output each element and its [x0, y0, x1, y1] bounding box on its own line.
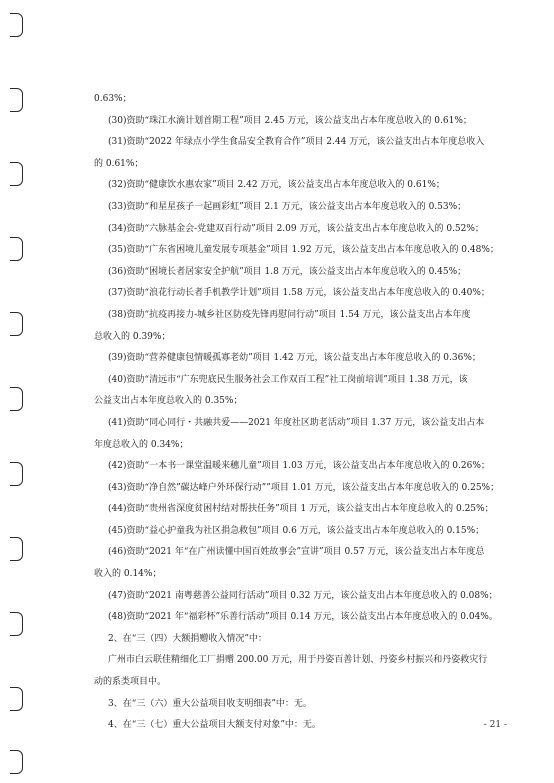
- text-line: (32)资助“健康饮水惠农家”项目 2.42 万元，该公益支出占本年度总收入的 0.61%；: [108, 180, 445, 191]
- binding-hole: [10, 13, 23, 37]
- text-line: (41)资助“同心同行・共融共爱——2021 年度社区助老活动”项目 1.37 万元，该公益支出占本: [108, 417, 485, 428]
- binding-hole: [10, 462, 23, 486]
- text-line: (38)资助“抗疫再接力-城乡社区防疫先锋再慰问行动”项目 1.54 万元，该公益支出占本年度: [108, 309, 471, 320]
- text-line: (35)资助“广东省困境儿童发展专项基金”项目 1.92 万元，该公益支出占本年度总收入的 0.48%；: [108, 245, 499, 256]
- text-line: 0.63%；: [94, 94, 132, 104]
- text-line: (39)资助“营养健康包情暖孤寡老幼”项目 1.42 万元，该公益支出占本年度总收入的 0.36%；: [108, 353, 481, 364]
- binding-hole: [10, 750, 23, 774]
- text-line: (31)资助“2022 年绿点小学生食品安全教育合作”项目 2.44 万元，该公益支出占本年度总收入: [108, 137, 485, 148]
- text-line: (37)资助“浪花行动长者手机教学计划”项目 1.58 万元，该公益支出占本年度总收入的 0.40%；: [108, 288, 490, 299]
- text-line: (48)资助“2021 年“福彩杯”乐善行活动”项目 0.14 万元，该公益支出占本年度总收入的 0.04%。: [108, 612, 498, 623]
- text-line: (42)资助“一本书一课堂温暖来穗儿童”项目 1.03 万元，该公益支出占本年度总收入的 0.26%；: [108, 461, 490, 472]
- text-line: (36)资助“困境长者居家安全护航”项目 1.8 万元，该公益支出占本年度总收入的 0.45%；: [108, 266, 467, 277]
- text-line: 4、在“三（七）重大公益项目大额支付对象”中：无。: [108, 720, 321, 731]
- text-line: (46)资助“2021 年“在广州读懂中国百姓故事会”宣讲”项目 0.57 万元，该公益支出占本年度总: [108, 547, 485, 558]
- binding-hole: [10, 312, 23, 336]
- binding-hole: [10, 537, 23, 561]
- text-line: (44)资助“贵州省深度贫困村结对帮扶任务”项目 1 万元，该公益支出占本年度总收入的 0.25%；: [108, 504, 494, 515]
- binding-holes: [0, 0, 28, 783]
- text-line: (40)资助“清远市“广东兜底民生服务社会工作双百工程”社工岗前培训”项目 1.38 万元，该: [108, 374, 468, 385]
- binding-hole: [10, 612, 23, 636]
- document-body: [94, 93, 512, 741]
- text-line: 公益支出占本年度总收入的 0.35%；: [94, 396, 243, 407]
- text-line: (33)资助“和星星孩子一起画彩虹”项目 2.1 万元，该公益支出占本年度总收入的 0.53%；: [108, 201, 467, 212]
- text-line: 3、在“三（六）重大公益项目收支明细表”中：无。: [108, 698, 312, 709]
- binding-hole: [10, 88, 23, 112]
- text-line: 广州市白云联佳精细化工厂捐赠 200.00 万元，用于丹姿百善计划、丹姿乡村振兴和丹姿救灾行: [108, 655, 488, 666]
- text-line: 2、在“三（四）大额捐赠收入情况”中：: [108, 633, 267, 644]
- text-line: 收入的 0.14%；: [94, 569, 162, 580]
- binding-hole: [10, 687, 23, 711]
- text-line: (30)资助“珠江水滴计划首期工程”项目 2.45 万元，该公益支出占本年度总收入的 0.61%；: [108, 115, 472, 126]
- binding-hole: [10, 237, 23, 261]
- text-line: (47)资助“2021 南粤慈善公益同行活动”项目 0.32 万元，该公益支出占本年度总收入的 0.08%；: [108, 590, 498, 601]
- binding-hole: [10, 162, 23, 186]
- page-number: - 21 -: [483, 720, 507, 730]
- text-line: 的 0.61%；: [94, 158, 144, 169]
- text-line: (45)资助“益心护童我为社区捐急救包”项目 0.6 万元，该公益支出占本年度总收入的 0.15%；: [108, 525, 485, 536]
- binding-hole: [10, 387, 23, 411]
- text-line: 动的系类项目中。: [94, 677, 167, 688]
- text-line: (34)资助“六脉基金会-党建双百行动”项目 2.09 万元，该公益支出占本年度总收入的 0.52%；: [108, 223, 484, 234]
- text-line: (43)资助“净自然”碳达峰户外环保行动””项目 1.01 万元，该公益支出占本年度总收入的 0.25%；: [108, 482, 500, 493]
- text-line: 年度总收入的 0.34%；: [94, 439, 189, 450]
- text-line: 总收入的 0.39%；: [94, 331, 171, 342]
